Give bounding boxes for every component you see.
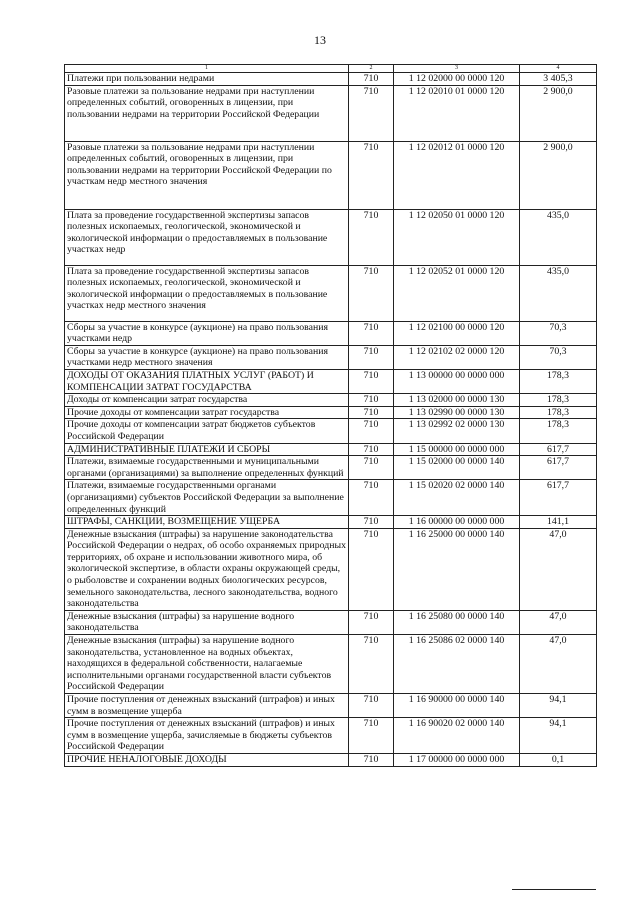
row-name: ПРОЧИЕ НЕНАЛОГОВЫЕ ДОХОДЫ	[65, 753, 349, 766]
row-budget-code: 1 12 02052 01 0000 120	[394, 265, 520, 321]
row-budget-code: 1 13 02000 00 0000 130	[394, 394, 520, 407]
row-amount: 94,1	[520, 718, 597, 754]
row-admin-code: 710	[349, 265, 394, 321]
row-amount: 47,0	[520, 528, 597, 610]
row-admin-code: 710	[349, 406, 394, 419]
row-name: Денежные взыскания (штрафы) за нарушение водного законодательства	[65, 610, 349, 634]
row-name: АДМИНИСТРАТИВНЫЕ ПЛАТЕЖИ И СБОРЫ	[65, 443, 349, 456]
row-amount: 178,3	[520, 406, 597, 419]
row-budget-code: 1 12 02050 01 0000 120	[394, 209, 520, 265]
row-name: Плата за проведение государственной экспертизы запасов полезных ископаемых, геологической, экономической и экологической информации о предоставляемых в пользование участках недр местного значения	[65, 265, 349, 321]
row-budget-code: 1 16 25080 00 0000 140	[394, 610, 520, 634]
table-row	[65, 456, 597, 480]
row-amount: 70,3	[520, 345, 597, 369]
row-amount: 617,7	[520, 443, 597, 456]
row-admin-code: 710	[349, 369, 394, 393]
row-name: Доходы от компенсации затрат государства	[65, 394, 349, 407]
row-amount: 617,7	[520, 480, 597, 516]
revenue-table	[64, 64, 597, 767]
table-row	[65, 419, 597, 443]
row-amount: 2 900,0	[520, 141, 597, 209]
row-budget-code: 1 12 02100 00 0000 120	[394, 321, 520, 345]
table-row	[65, 321, 597, 345]
row-name: Прочие поступления от денежных взысканий (штрафов) и иных сумм в возмещение ущерба	[65, 694, 349, 718]
row-admin-code: 710	[349, 394, 394, 407]
row-name: Сборы за участие в конкурсе (аукционе) на право пользования участками недр местного значения	[65, 345, 349, 369]
row-budget-code: 1 13 02992 02 0000 130	[394, 419, 520, 443]
row-budget-code: 1 12 02000 00 0000 120	[394, 73, 520, 86]
table-row	[65, 610, 597, 634]
column-number: 2	[349, 65, 394, 73]
row-amount: 47,0	[520, 635, 597, 694]
table-row	[65, 85, 597, 141]
row-budget-code: 1 12 02010 01 0000 120	[394, 85, 520, 141]
row-amount: 47,0	[520, 610, 597, 634]
row-admin-code: 710	[349, 516, 394, 529]
row-amount: 141,1	[520, 516, 597, 529]
row-budget-code: 1 15 00000 00 0000 000	[394, 443, 520, 456]
table-row	[65, 209, 597, 265]
row-admin-code: 710	[349, 718, 394, 754]
column-number: 3	[394, 65, 520, 73]
footer-rule	[512, 889, 596, 890]
row-admin-code: 710	[349, 73, 394, 86]
table-row	[65, 345, 597, 369]
row-admin-code: 710	[349, 610, 394, 634]
column-number: 1	[65, 65, 349, 73]
row-admin-code: 710	[349, 635, 394, 694]
row-amount: 178,3	[520, 369, 597, 393]
table-row	[65, 73, 597, 86]
table-row	[65, 753, 597, 766]
table-row	[65, 635, 597, 694]
row-budget-code: 1 16 90000 00 0000 140	[394, 694, 520, 718]
row-budget-code: 1 17 00000 00 0000 000	[394, 753, 520, 766]
row-admin-code: 710	[349, 456, 394, 480]
page-number: 13	[314, 33, 326, 47]
row-name: Разовые платежи за пользование недрами при наступлении определенных событий, оговоренных в лицензии, при пользовании недрами на территории Российской Федерации по участкам недр местного значения	[65, 141, 349, 209]
row-budget-code: 1 16 25086 02 0000 140	[394, 635, 520, 694]
row-budget-code: 1 16 25000 00 0000 140	[394, 528, 520, 610]
row-budget-code: 1 12 02102 02 0000 120	[394, 345, 520, 369]
row-amount: 435,0	[520, 209, 597, 265]
table-row	[65, 406, 597, 419]
row-budget-code: 1 12 02012 01 0000 120	[394, 141, 520, 209]
table-row	[65, 369, 597, 393]
row-admin-code: 710	[349, 753, 394, 766]
row-name: Разовые платежи за пользование недрами при наступлении определенных событий, оговоренных в лицензии, при пользовании недрами на территории Российской Федерации	[65, 85, 349, 141]
row-budget-code: 1 15 02020 02 0000 140	[394, 480, 520, 516]
row-amount: 94,1	[520, 694, 597, 718]
table-row	[65, 528, 597, 610]
table-row	[65, 516, 597, 529]
row-admin-code: 710	[349, 528, 394, 610]
row-name: Прочие доходы от компенсации затрат бюджетов субъектов Российской Федерации	[65, 419, 349, 443]
row-budget-code: 1 15 02000 00 0000 140	[394, 456, 520, 480]
table-row	[65, 394, 597, 407]
row-admin-code: 710	[349, 443, 394, 456]
row-admin-code: 710	[349, 419, 394, 443]
row-budget-code: 1 13 02990 00 0000 130	[394, 406, 520, 419]
row-amount: 178,3	[520, 394, 597, 407]
table-row	[65, 265, 597, 321]
row-name: ДОХОДЫ ОТ ОКАЗАНИЯ ПЛАТНЫХ УСЛУГ (РАБОТ) И КОМПЕНСАЦИИ ЗАТРАТ ГОСУДАРСТВА	[65, 369, 349, 393]
row-amount: 3 405,3	[520, 73, 597, 86]
row-amount: 617,7	[520, 456, 597, 480]
table-row	[65, 480, 597, 516]
row-amount: 178,3	[520, 419, 597, 443]
column-number: 4	[520, 65, 597, 73]
column-number-row	[65, 65, 597, 73]
table-row	[65, 694, 597, 718]
row-name: Плата за проведение государственной экспертизы запасов полезных ископаемых, геологической, экономической и экологической информации о предоставляемых в пользование участках недр	[65, 209, 349, 265]
row-name: Платежи при пользовании недрами	[65, 73, 349, 86]
row-admin-code: 710	[349, 480, 394, 516]
row-budget-code: 1 16 00000 00 0000 000	[394, 516, 520, 529]
row-name: Платежи, взимаемые государственными и муниципальными органами (организациями) за выполнение определенных функций	[65, 456, 349, 480]
row-amount: 435,0	[520, 265, 597, 321]
row-admin-code: 710	[349, 85, 394, 141]
table-row	[65, 443, 597, 456]
table-row	[65, 141, 597, 209]
row-admin-code: 710	[349, 141, 394, 209]
row-amount: 0,1	[520, 753, 597, 766]
row-name: Платежи, взимаемые государственными органами (организациями) субъектов Российской Федерации за выполнение определенных функций	[65, 480, 349, 516]
row-name: Денежные взыскания (штрафы) за нарушение законодательства Российской Федерации о недрах, об особо охраняемых природных территориях, об охране и использовании животного мира, об экологической экспертизе, в области охраны окружающей среды, о рыболовстве и сохранении водных биологических ресурсов, земельного законодательства, лесного законодательства, водного законодательства	[65, 528, 349, 610]
row-admin-code: 710	[349, 694, 394, 718]
table-row	[65, 718, 597, 754]
row-name: Прочие доходы от компенсации затрат государства	[65, 406, 349, 419]
row-admin-code: 710	[349, 321, 394, 345]
row-budget-code: 1 16 90020 02 0000 140	[394, 718, 520, 754]
row-budget-code: 1 13 00000 00 0000 000	[394, 369, 520, 393]
row-name: Сборы за участие в конкурсе (аукционе) на право пользования участками недр	[65, 321, 349, 345]
row-name: ШТРАФЫ, САНКЦИИ, ВОЗМЕЩЕНИЕ УЩЕРБА	[65, 516, 349, 529]
row-admin-code: 710	[349, 345, 394, 369]
row-amount: 70,3	[520, 321, 597, 345]
row-name: Прочие поступления от денежных взысканий (штрафов) и иных сумм в возмещение ущерба, зачисляемые в бюджеты субъектов Российской Федерации	[65, 718, 349, 754]
row-name: Денежные взыскания (штрафы) за нарушение водного законодательства, установленное на водных объектах, находящихся в федеральной собственности, налагаемые исполнительными органами государственной власти субъектов Российской Федерации	[65, 635, 349, 694]
row-admin-code: 710	[349, 209, 394, 265]
row-amount: 2 900,0	[520, 85, 597, 141]
